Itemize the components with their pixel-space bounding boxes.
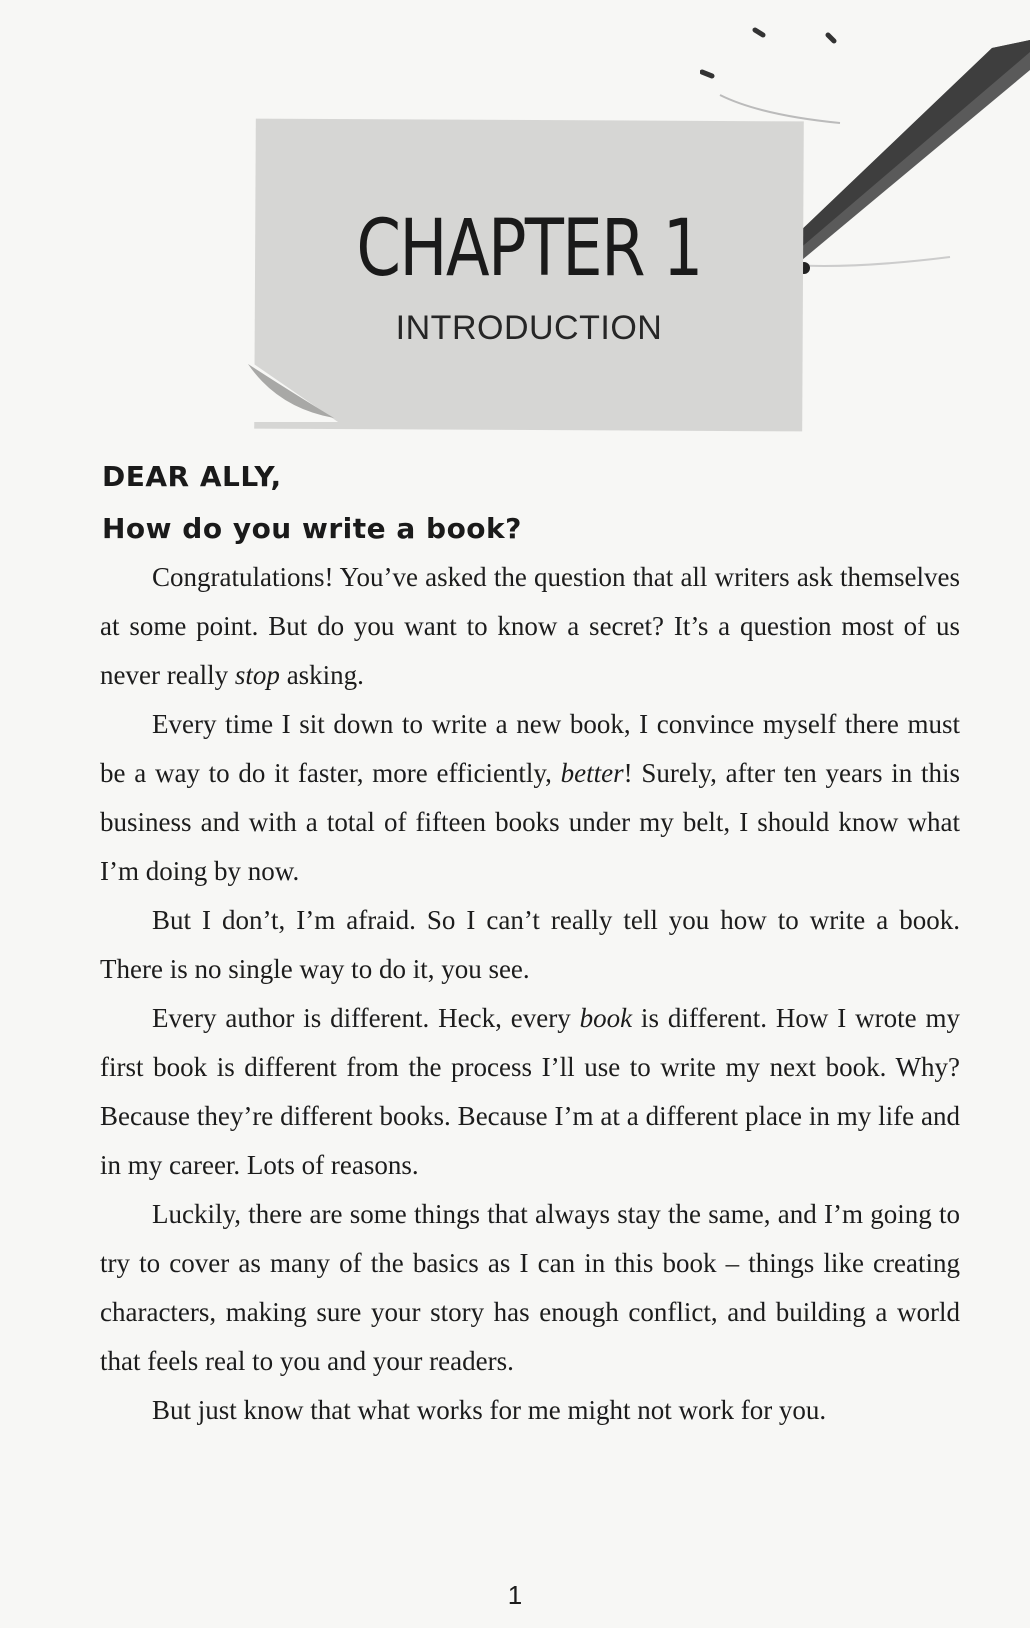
paragraph: Every author is different. Heck, every book is different. How I wrote my first book is different from the process I’ll use to write my next book. Why? Because they’re different books. Because I’m at a different place in my life and in my career. Lots of reasons. xyxy=(100,1003,960,1180)
page-number: 1 xyxy=(507,1580,523,1610)
page-curl-icon xyxy=(248,360,338,422)
paragraph: Congratulations! You’ve asked the question that all writers ask themselves at some point. But do you want to know a secret? It’s a question most of us never really stop asking. xyxy=(100,562,960,690)
paragraph: But just know that what works for me might not work for you. xyxy=(152,1395,827,1425)
body-text xyxy=(100,553,960,1435)
paragraph: Luckily, there are some things that always stay the same, and I’m going to try to cover as many of the basics as I can in this book – things like creating characters, making sure your story has enough conflict, and building a world that feels real to you and your readers. xyxy=(100,1199,960,1376)
letter-question: How do you write a book? xyxy=(102,512,522,545)
chapter-title: CHAPTER 1 xyxy=(356,204,702,294)
paragraph: Every time I sit down to write a new book, I convince myself there must be a way to do it faster, more efficiently, better! Surely, after ten years in this business and with a total of fifteen books under my belt, I should know what I’m doing by now. xyxy=(100,709,960,886)
paragraph: But I don’t, I’m afraid. So I can’t really tell you how to write a book. There is no single way to do it, you see. xyxy=(100,905,960,984)
chapter-subtitle: INTRODUCTION xyxy=(395,309,663,347)
letter-salutation: DEAR ALLY, xyxy=(102,460,282,493)
